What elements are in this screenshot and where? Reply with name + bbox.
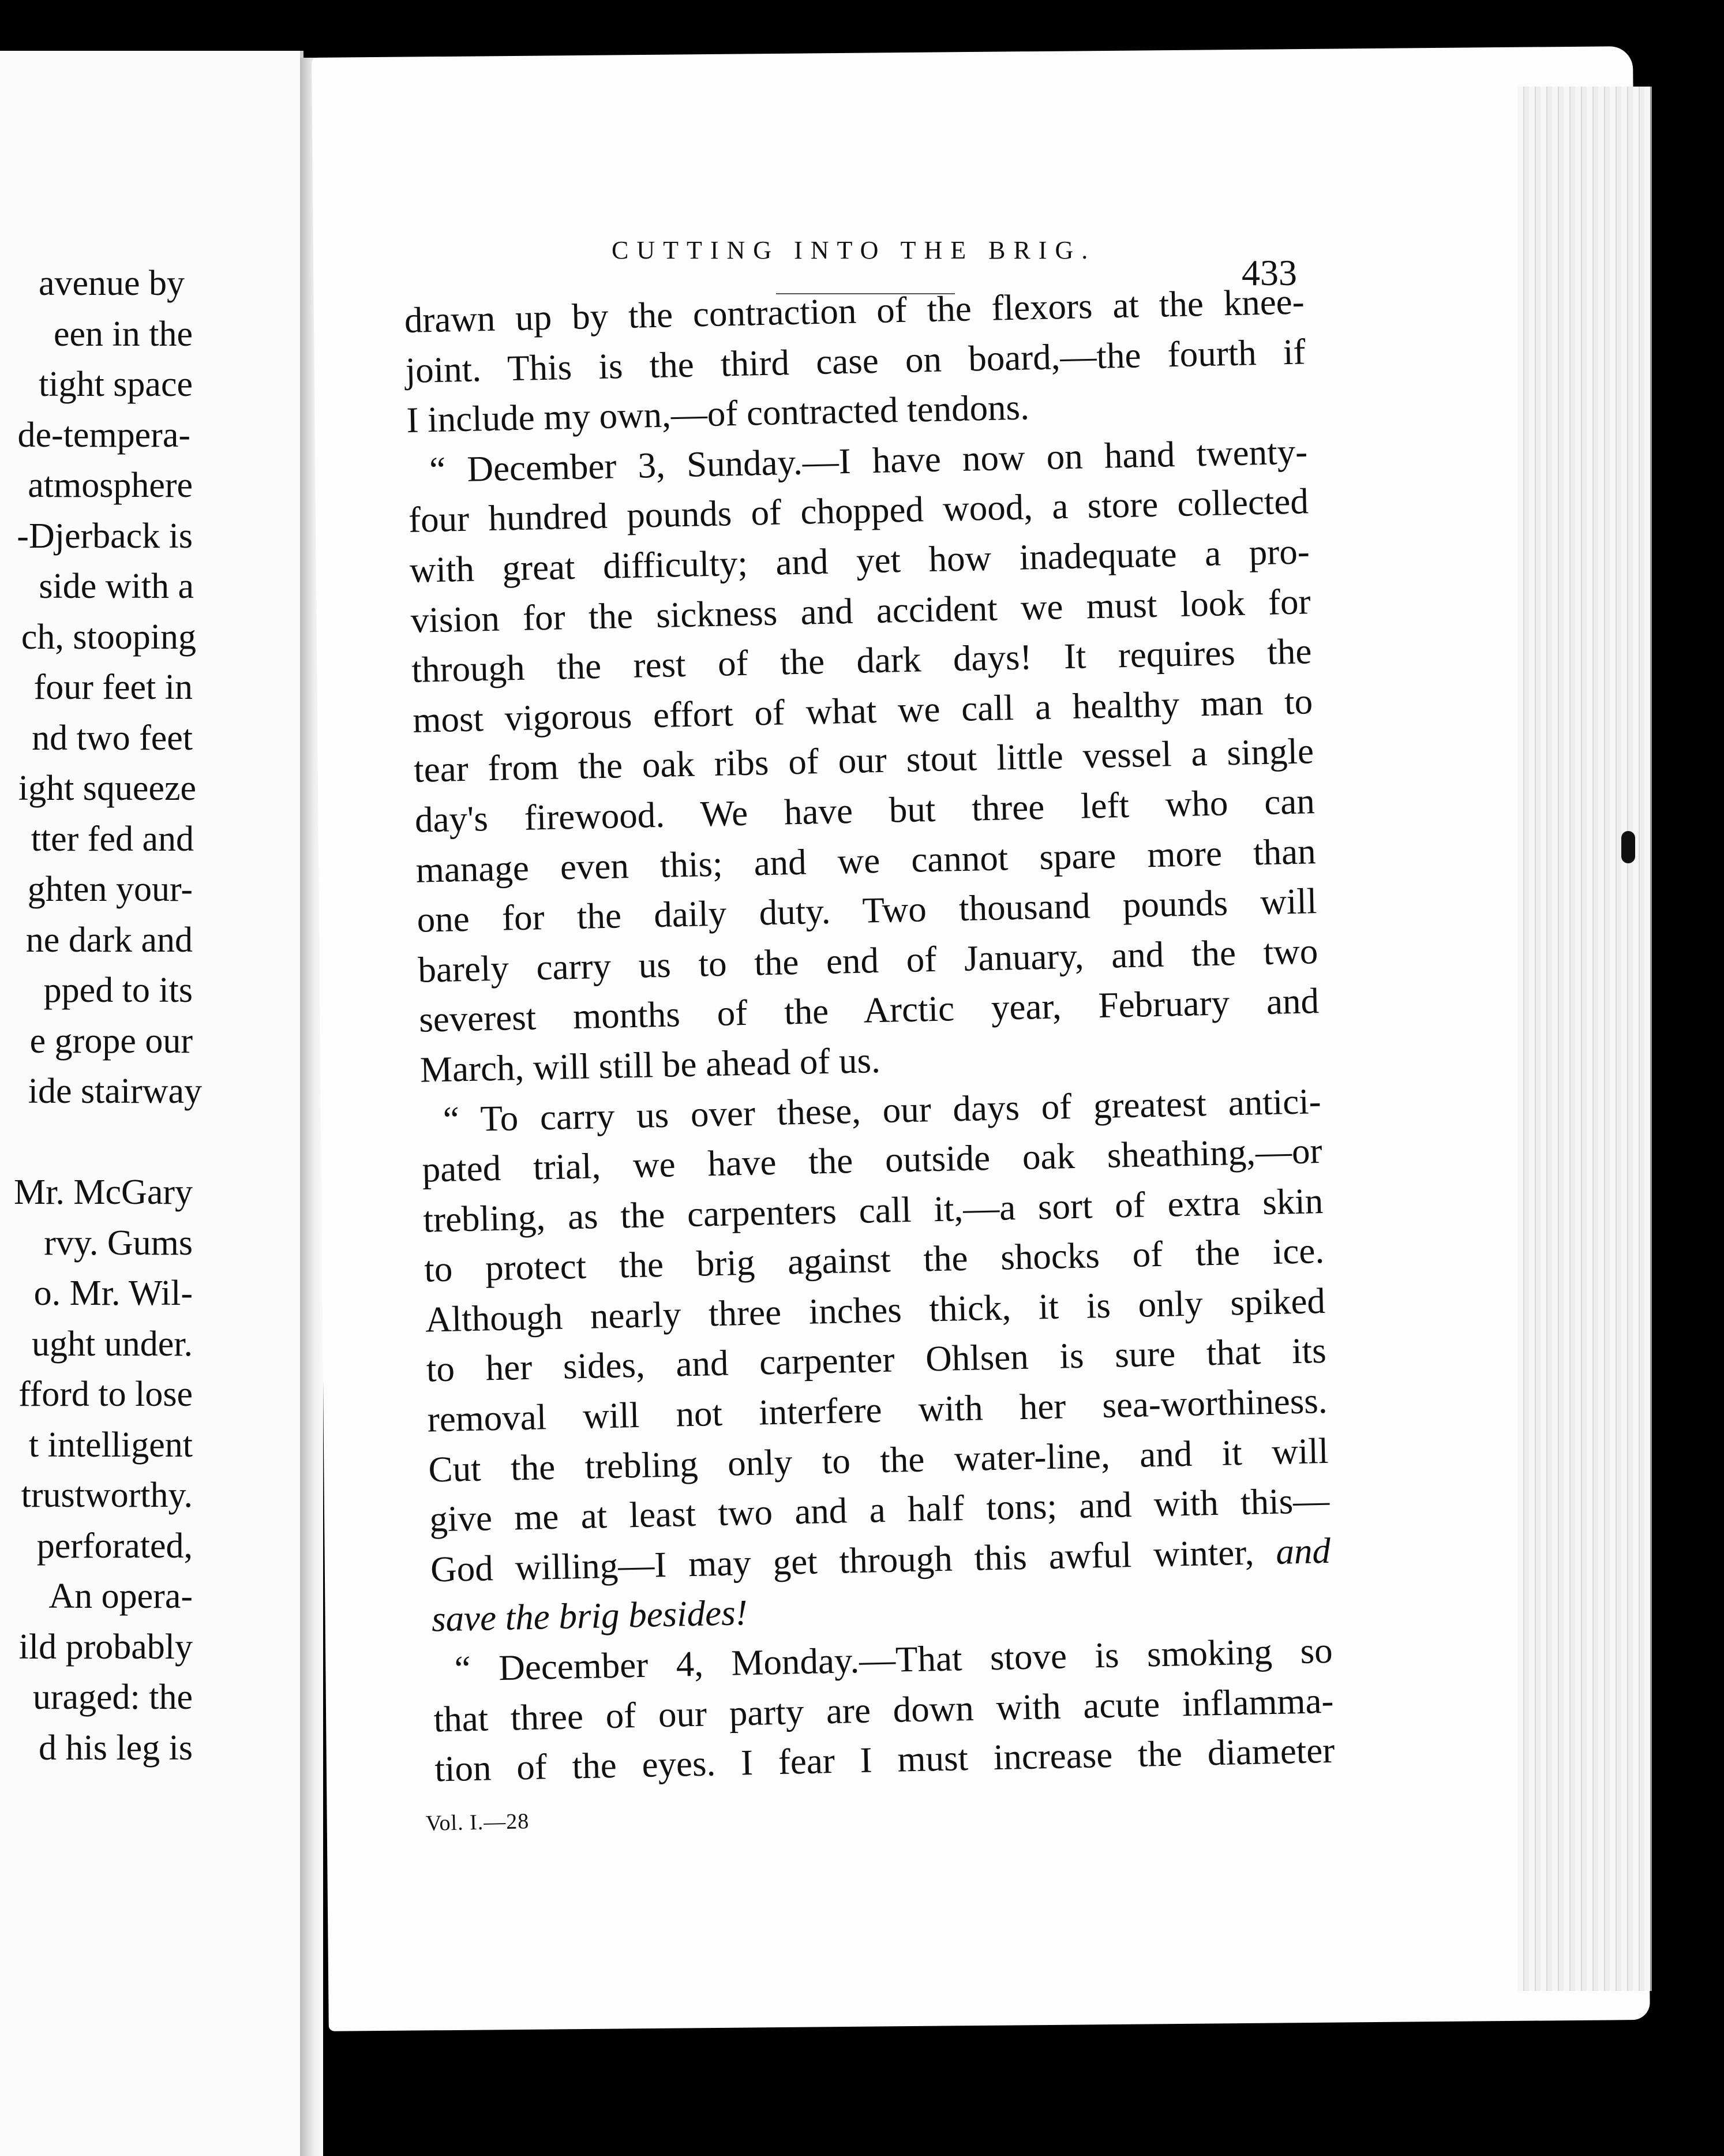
body-text — [404, 276, 1335, 1794]
left-text-line: ild probably — [18, 1627, 193, 1667]
text-line: with great difficulty; and yet how inadequate a pro- — [409, 531, 1310, 590]
left-text-line: An opera- — [48, 1577, 193, 1616]
left-text-line: ide stairway — [28, 1072, 202, 1111]
text-line: four hundred pounds of chopped wood, a store collected — [408, 481, 1309, 541]
left-text-line: d his leg is — [39, 1728, 193, 1768]
left-text-line: ch, stooping — [21, 617, 196, 657]
italic-and: and — [1275, 1530, 1331, 1572]
left-text-line: t intelligent — [28, 1425, 193, 1465]
left-text-line: de-tempera- — [17, 415, 190, 455]
text-line: one for the daily duty. Two thousand pounds will — [416, 881, 1318, 940]
text-line: trebling, as the carpenters call it,—a sort of extra skin — [422, 1180, 1324, 1240]
text-line: Cut the trebling only to the water-line, and it will — [428, 1430, 1329, 1490]
left-text-line: side with a — [39, 567, 194, 606]
left-text-line: four feet in — [33, 668, 193, 707]
left-text-line: ghten your- — [27, 870, 193, 909]
left-text-line: avenue by — [38, 264, 185, 303]
running-head: CUTTING INTO THE BRIG. — [612, 236, 1096, 264]
left-text-line: trustworthy. — [21, 1476, 193, 1515]
text-line: drawn up by the contraction of the flexors at the knee- — [404, 281, 1305, 340]
text-line: give me at least two and a half tons; and with this— — [429, 1480, 1330, 1540]
left-text-line: e grope our — [29, 1021, 193, 1061]
left-text-line: tter fed and — [31, 819, 194, 859]
text-line: tear from the oak ribs of our stout little vessel a single — [413, 731, 1314, 791]
left-text-line: Mr. McGary — [14, 1173, 193, 1212]
text-line: day's firewood. We have but three left who can — [414, 781, 1316, 840]
text-line: I include my own,—of contracted tendons. — [406, 387, 1030, 441]
text-line: severest months of the Arctic year, February and — [418, 980, 1320, 1040]
left-text-line: rvy. Gums — [44, 1223, 193, 1263]
text-line: barely carry us to the end of January, and the two — [417, 930, 1318, 990]
left-text-line: atmosphere — [28, 466, 193, 505]
text-line: vision for the sickness and accident we must look for — [410, 581, 1311, 641]
signature-mark: Vol. I.—28 — [425, 1809, 530, 1836]
text-line: joint. This is the third case on board,—the fourth if — [404, 331, 1306, 391]
left-text-line: o. Mr. Wil- — [33, 1274, 193, 1313]
text-line: to her sides, and carpenter Ohlsen is sure that its — [426, 1330, 1327, 1390]
text-line: most vigorous effort of what we call a healthy man to — [412, 680, 1313, 740]
text-line-italic: save the brig besides! — [431, 1592, 748, 1640]
text-line: to protect the brig against the shocks of the ice. — [423, 1230, 1325, 1290]
text-line: “ December 3, Sunday.—I have now on hand twenty- — [429, 431, 1308, 490]
text-line: pated trial, we have the outside oak sheathing,—or — [421, 1131, 1323, 1190]
left-text-line: tight space — [39, 365, 193, 404]
left-text-line: nd two feet — [32, 718, 193, 758]
left-text-line: -Djerback is — [17, 516, 193, 556]
left-text-line: fford to lose — [18, 1375, 193, 1414]
left-text-line: uraged: the — [32, 1678, 193, 1717]
left-page — [0, 51, 303, 2156]
text-line: March, will still be ahead of us. — [419, 1039, 881, 1090]
text-line: “ To carry us over these, our days of greatest antici- — [443, 1080, 1322, 1140]
page-number: 433 — [1242, 252, 1297, 293]
text-line: that three of our party are down with acute inflamma- — [433, 1680, 1335, 1740]
left-text-line: pped to its — [43, 971, 193, 1010]
left-text-line: een in the — [53, 314, 193, 354]
text-line: Although nearly three inches thick, it is only spiked — [425, 1280, 1326, 1340]
text-line: removal will not interfere with her sea-worthiness. — [427, 1380, 1328, 1440]
edge-clip-mark — [1621, 831, 1635, 863]
text-line: tion of the eyes. I fear I must increase the diameter — [434, 1730, 1335, 1790]
text-line: through the rest of the dark days! It requires the — [411, 631, 1312, 691]
left-text-line: ight squeeze — [18, 769, 196, 808]
left-text-line: ught under. — [32, 1324, 193, 1364]
left-text-line: ne dark and — [25, 920, 193, 960]
text-line-roman: God willing—I may get through this awful winter, — [430, 1532, 1255, 1590]
page-edges — [1517, 87, 1652, 1991]
text-line: “ December 4, Monday.—That stove is smoking so — [454, 1630, 1333, 1689]
text-line: manage even this; and we cannot spare more than — [415, 830, 1317, 890]
left-text-line: perforated, — [36, 1526, 193, 1566]
